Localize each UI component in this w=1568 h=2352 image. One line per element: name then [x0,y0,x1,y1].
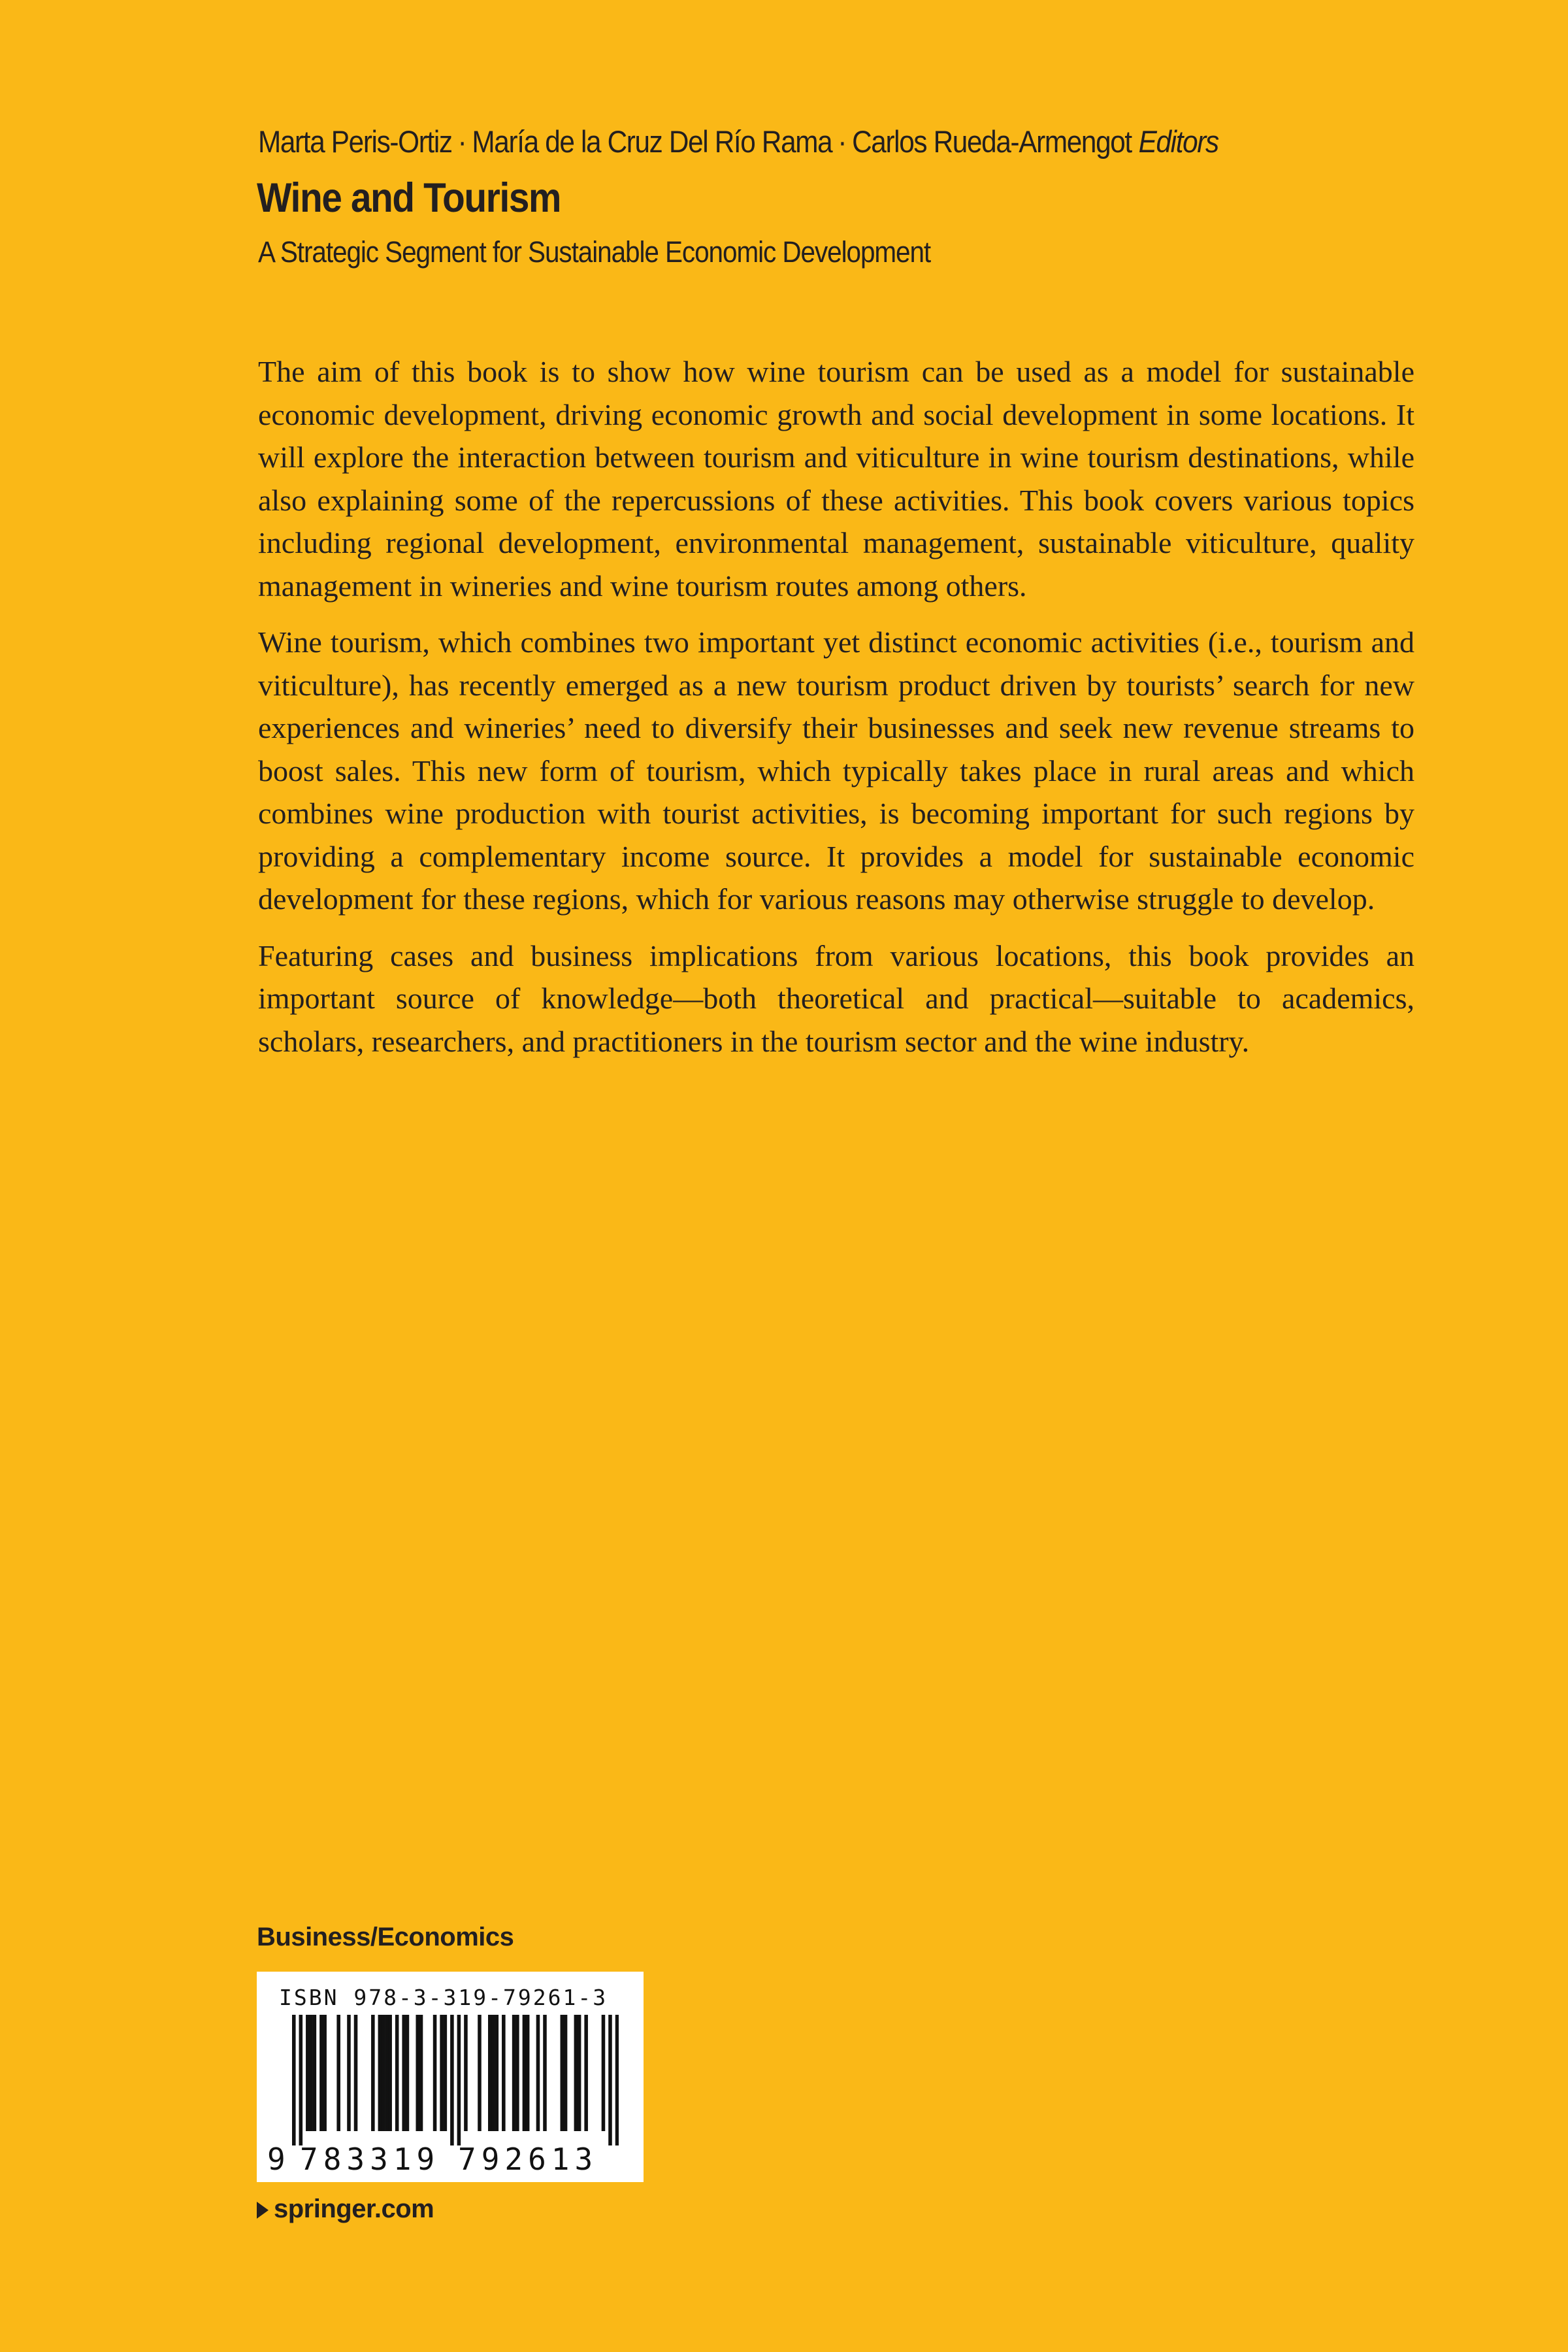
barcode-guard-bar [450,2015,454,2145]
editor-name-3: Carlos Rueda-Armengot [852,124,1132,159]
barcode-bar [444,2015,448,2131]
barcode-bar [515,2015,519,2131]
barcode-bar [382,2015,385,2131]
barcode-bar [306,2015,310,2131]
barcode-bar [395,2015,399,2131]
barcode-bar [602,2015,606,2131]
book-description [258,350,1414,1076]
barcode-bar [371,2015,375,2131]
barcode-bar [309,2015,313,2131]
barcode-bar [526,2015,530,2131]
barcode-bar [512,2015,516,2131]
triangle-right-icon [257,2202,269,2219]
ean-right-group: 792613 [458,2142,598,2177]
barcode-bar [433,2015,437,2131]
website-label: springer.com [274,2195,434,2223]
barcode-bar [543,2015,547,2131]
barcode-bar [491,2015,495,2131]
barcode-bars [292,2015,619,2145]
barcode-bar [488,2015,492,2131]
ean-digits [267,2143,640,2176]
description-paragraph-2: Wine tourism, which combines two important yet distinct economic activities (i.e., tourism and viticulture), has recently emerged as a new tourism product driven by tourists’ search for new experiences and wineries’ need to diversify their businesses and seek new revenue streams to boost sales. This new form of tourism, which typically takes place in rural areas and which combines wine production with tourist activities, is becoming important for such regions by providing a complementary income source. It provides a model for sustainable economic development for these regions, which for various reasons may otherwise struggle to develop. [258,625,1414,916]
barcode-bar [313,2015,317,2131]
ean-first-digit: 9 [267,2142,286,2177]
description-paragraph-1: The aim of this book is to show how wine tourism can be used as a model for sustainable economic development, driving economic growth and social development in some locations. It will explore the interaction between tourism and viticulture in wine tourism destinations, while also explaining some of the repercussions of these activities. This book covers various topics including regional development, environmental management, sustainable viticulture, quality management in wineries and wine tourism routes among others. [258,355,1414,603]
barcode-bar [378,2015,382,2131]
editors-line [258,122,1218,162]
barcode-bar [323,2015,327,2131]
barcode-bar [402,2015,406,2131]
editor-separator: · [457,124,466,159]
barcode-bar [319,2015,323,2131]
barcode-bar [561,2015,564,2131]
isbn-barcode [257,1972,644,2182]
barcode-bar [388,2015,392,2131]
barcode-bar [406,2015,410,2131]
barcode-bar [354,2015,358,2131]
barcode-guard-bar [615,2015,619,2145]
barcode-bar [419,2015,423,2131]
barcode-bar [564,2015,568,2131]
editor-name-2: María de la Cruz Del Río Rama [472,124,832,159]
barcode-guard-bar [457,2015,461,2145]
barcode-bar [495,2015,499,2131]
isbn-label: ISBN 978-3-319-79261-3 [279,1985,608,2010]
barcode-guard-bar [299,2015,303,2145]
ean-left-group: 783319 [300,2142,440,2177]
book-title: Wine and Tourism [257,175,561,221]
editor-name-1: Marta Peris-Ortiz [258,124,452,159]
subject-category: Business/Economics [257,1923,514,1951]
barcode-guard-bar [608,2015,612,2145]
barcode-guard-bar [292,2015,296,2145]
barcode-bar [584,2015,588,2131]
barcode-bar [523,2015,527,2131]
barcode-bar [347,2015,351,2131]
barcode-bar [578,2015,581,2131]
barcode-bar [336,2015,340,2131]
barcode-bar [536,2015,540,2131]
barcode-bar [416,2015,419,2131]
barcode-bar [502,2015,506,2131]
barcode-bar [478,2015,482,2131]
editors-role: Editors [1138,124,1218,159]
barcode-bar [464,2015,468,2131]
barcode-bar [574,2015,578,2131]
barcode-bar [440,2015,444,2131]
description-paragraph-3: Featuring cases and business implications from various locations, this book provides an important source of knowledge—both theoretical and practical—suitable to academics, scholars, researchers, and practitioners in the tourism sector and the wine industry. [258,938,1414,1058]
barcode-bar [385,2015,389,2131]
book-subtitle: A Strategic Segment for Sustainable Economic Development [258,235,931,269]
editor-separator: · [838,124,847,159]
publisher-website[interactable] [257,2192,434,2226]
